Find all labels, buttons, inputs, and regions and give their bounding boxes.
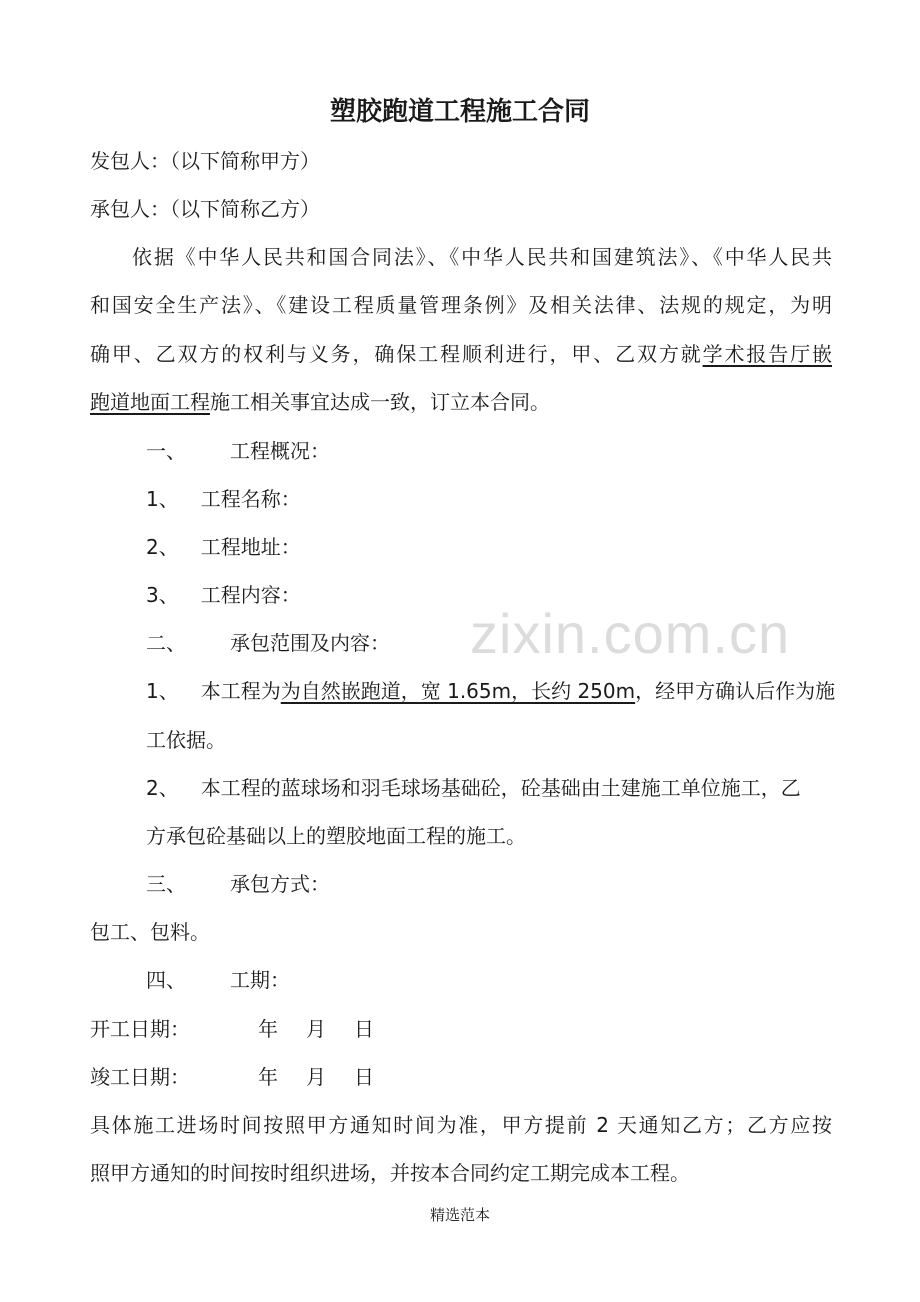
party-b-line: 承包人：（以下简称乙方）: [90, 197, 320, 221]
item-number: 3、: [146, 583, 179, 607]
item-text: 本工程为: [200, 679, 281, 703]
section-3-number: 三、: [146, 872, 186, 896]
section-1-number: 一、: [146, 439, 186, 463]
document-title: 塑胶跑道工程施工合同: [329, 97, 590, 127]
section-2-item-2: [146, 776, 801, 800]
year-unit: 年: [258, 1017, 278, 1041]
item-number: 1、: [146, 487, 179, 511]
item-text: 工程名称：: [200, 487, 301, 511]
item-number: 1、: [146, 679, 179, 703]
item-text-cont: ，经甲方确认后作为施: [635, 679, 836, 703]
month-unit: 月: [306, 1065, 326, 1089]
section-4-heading: [146, 968, 290, 992]
section-4-number: 四、: [146, 968, 186, 992]
item-text: 工程内容：: [200, 583, 301, 607]
section-4-title: 工期：: [230, 968, 290, 992]
section-2-item-2-cont: 方承包砼基础以上的塑胶地面工程的施工。: [146, 824, 526, 848]
track-spec-underlined: 为自然嵌跑道，宽 1.65m，长约 250m: [280, 679, 636, 703]
project-name-underlined-cont: 跑道地面工程: [90, 390, 210, 414]
day-unit: 日: [354, 1065, 374, 1089]
intro-line-3-text: 确甲、乙双方的权利与义务，确保工程顺利进行，甲、乙双方就: [90, 342, 703, 366]
section-1-heading: [146, 439, 330, 463]
schedule-body-line-1: 具体施工进场时间按照甲方通知时间为准，甲方提前 2 天通知乙方；乙方应按: [90, 1113, 832, 1137]
intro-line-1: 依据《中华人民共和国合同法》、《中华人民共和国建筑法》、《中华人民共: [132, 245, 832, 269]
project-name-underlined: 学术报告厅嵌: [702, 342, 833, 366]
watermark-text: zixin.com.cn: [470, 602, 791, 665]
section-2-title: 承包范围及内容：: [230, 631, 390, 655]
section-2-item-1-cont: 工依据。: [146, 728, 226, 752]
section-1-item-2: [146, 535, 301, 559]
section-2-number: 二、: [146, 631, 186, 655]
item-text: 本工程的蓝球场和羽毛球场基础砼，砼基础由土建施工单位施工，乙: [200, 776, 801, 800]
page-footer: 精选范本: [429, 1206, 490, 1224]
end-date-label: 竣工日期：: [90, 1065, 190, 1089]
intro-line-4-text: 施工相关事宜达成一致，订立本合同。: [210, 390, 550, 414]
schedule-body-line-2: 照甲方通知的时间按时组织进场，并按本合同约定工期完成本工程。: [90, 1161, 690, 1185]
start-date-line: [90, 1017, 374, 1041]
section-3-heading: [146, 872, 330, 896]
section-3-title: 承包方式：: [230, 872, 330, 896]
party-a-line: 发包人：（以下简称甲方）: [90, 149, 320, 173]
item-text: 工程地址：: [200, 535, 301, 559]
section-2-item-1: [146, 679, 835, 703]
intro-line-3: [90, 342, 832, 366]
day-unit: 日: [354, 1017, 374, 1041]
month-unit: 月: [306, 1017, 326, 1041]
section-1-item-3: [146, 583, 301, 607]
item-number: 2、: [146, 776, 179, 800]
section-3-body: 包工、包料。: [90, 920, 210, 944]
section-2-heading: [146, 631, 390, 655]
year-unit: 年: [258, 1065, 278, 1089]
intro-line-2: 和国安全生产法》、《建设工程质量管理条例》及相关法律、法规的规定，为明: [90, 293, 832, 317]
item-number: 2、: [146, 535, 179, 559]
intro-line-4: [90, 390, 550, 414]
end-date-line: [90, 1065, 374, 1089]
section-1-item-1: [146, 487, 301, 511]
section-1-title: 工程概况：: [230, 439, 330, 463]
start-date-label: 开工日期：: [90, 1017, 190, 1041]
